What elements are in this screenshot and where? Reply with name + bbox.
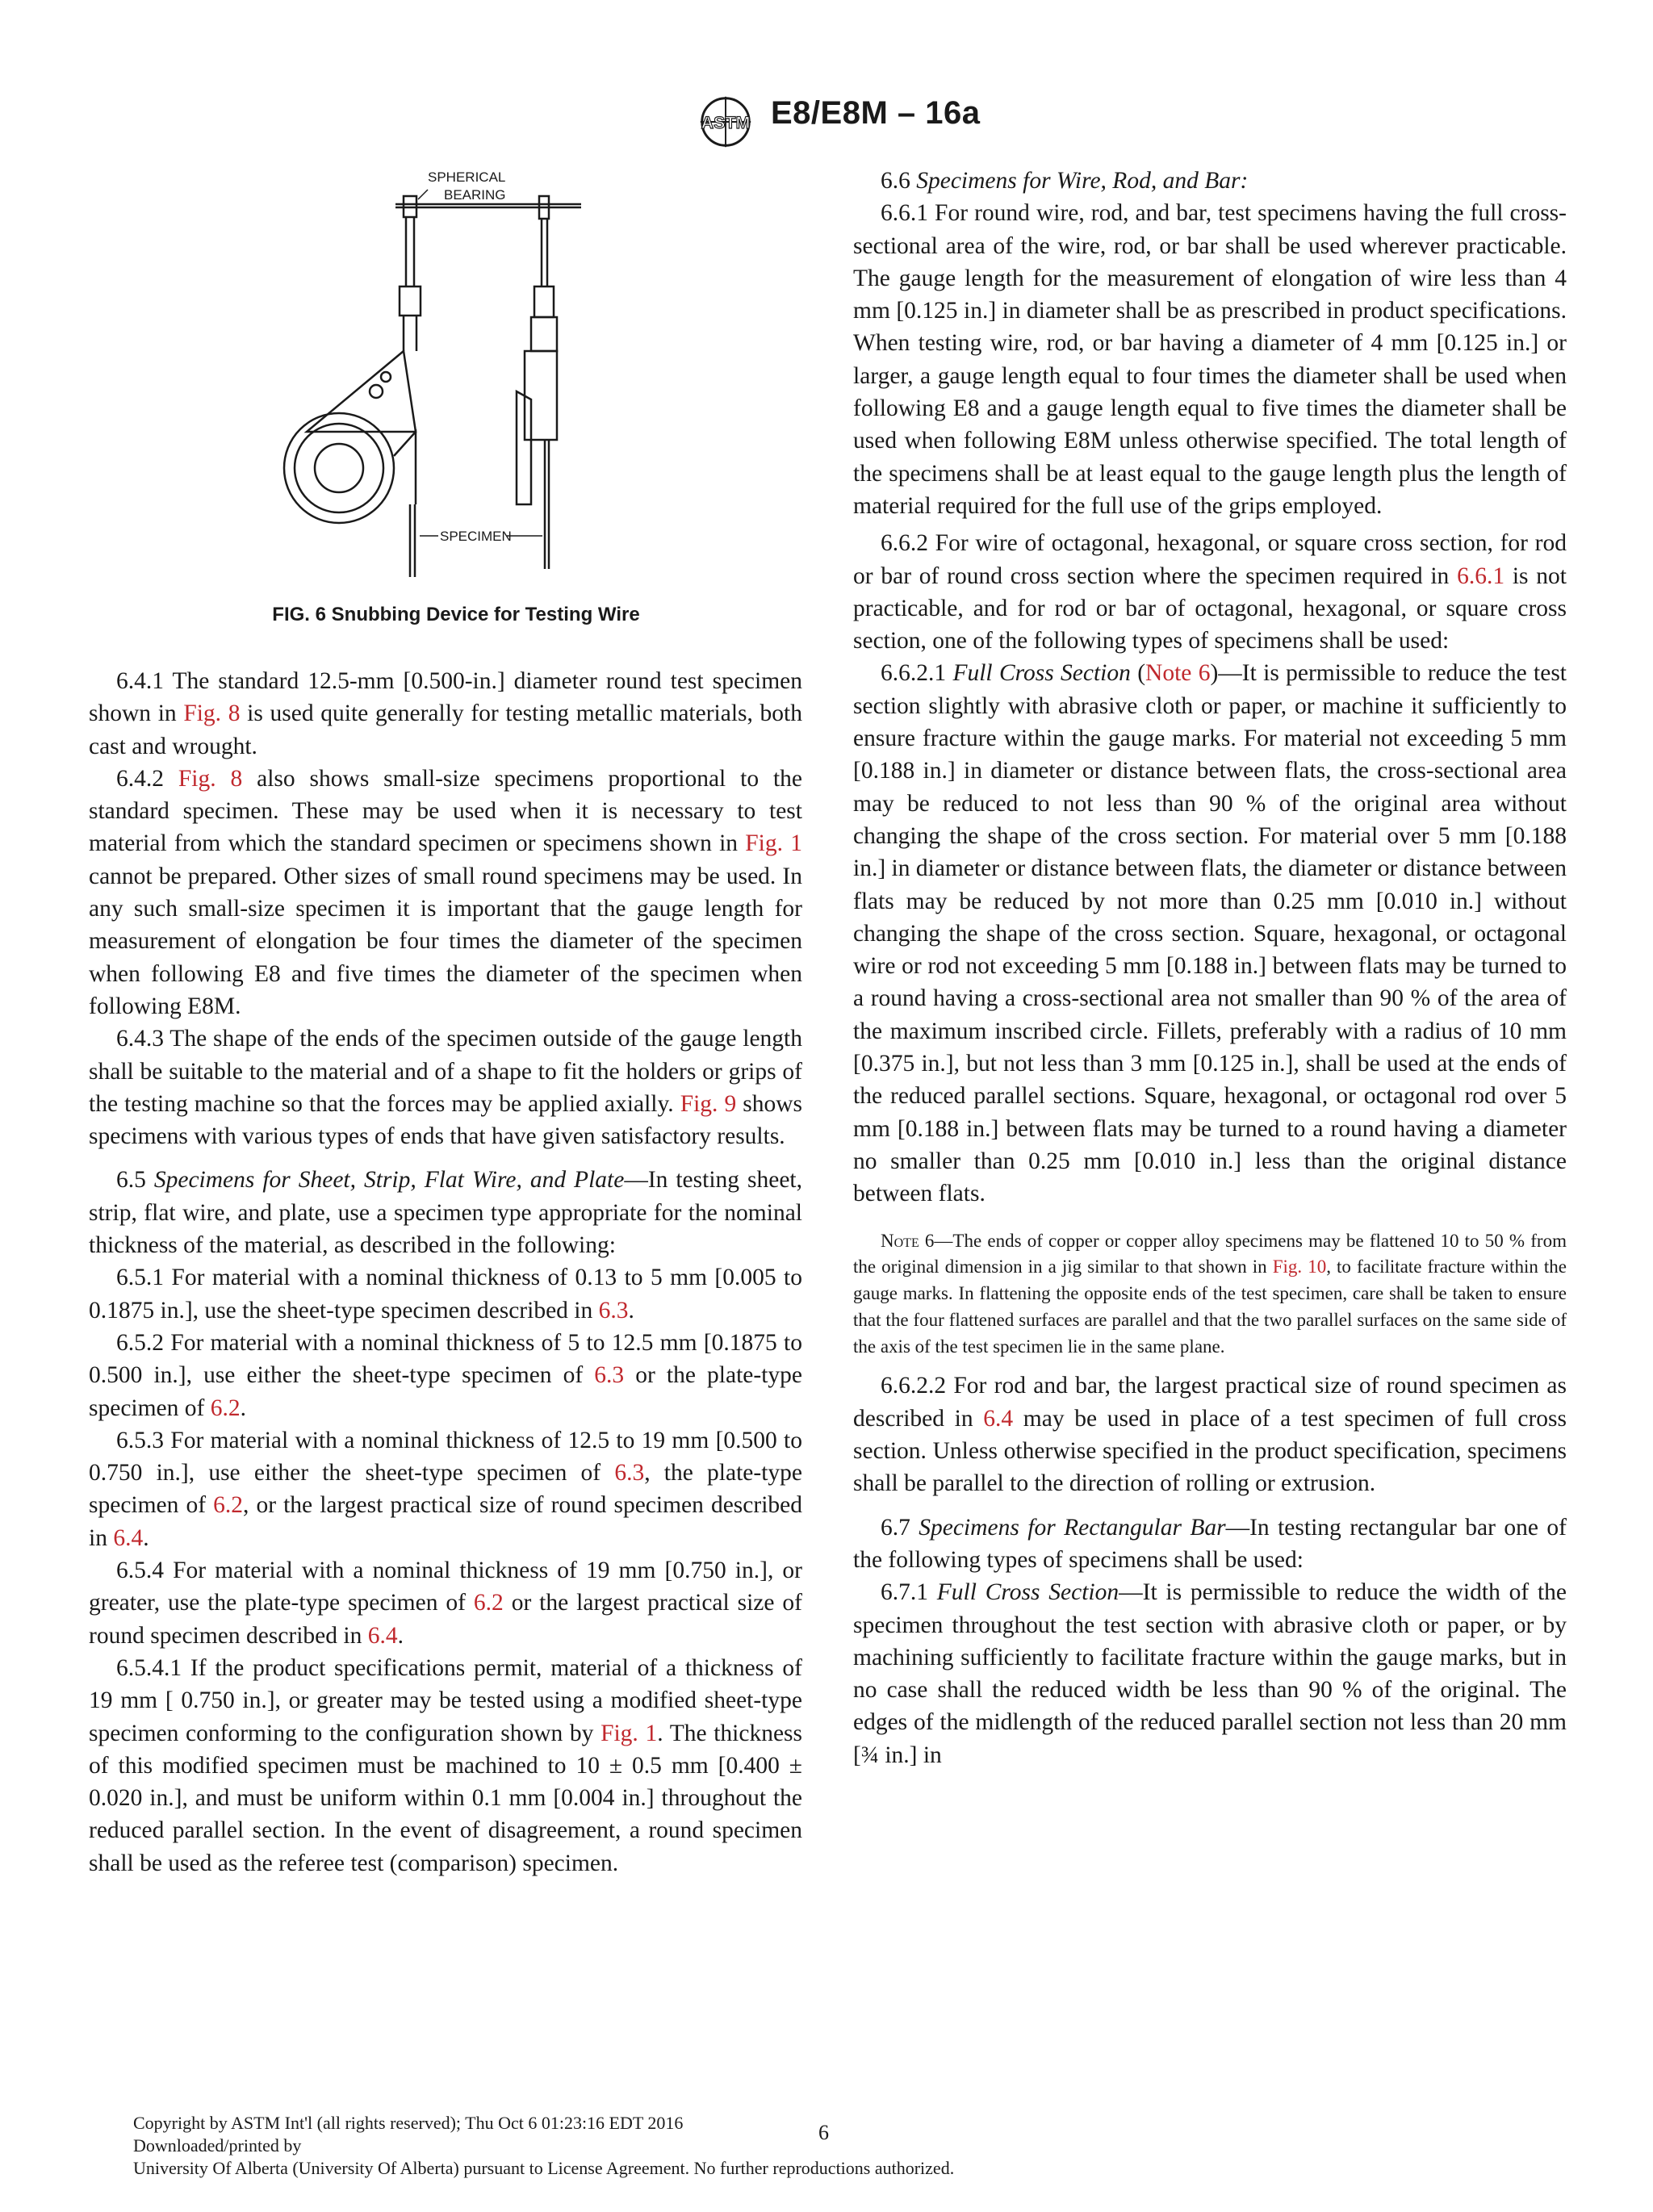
section-6-4-1: 6.4.1 The standard 12.5-mm [0.500-in.] diameter round test specimen shown in Fig. 8 is used quite generally for testing metallic materials, both cast and wrought.	[89, 668, 802, 759]
document-designation: E8/E8M – 16a	[771, 95, 981, 131]
label-specimen: SPECIMEN	[440, 529, 512, 544]
footer-line-1: Copyright by ASTM Int'l (all rights reserved); Thu Oct 6 01:23:16 EDT 2016	[133, 2113, 684, 2133]
section-6-7-1: 6.7.1 Full Cross Section—It is permissible to reduce the width of the specimen throughout the test section with abrasive cloth or paper, or by machining sufficiently to facilitate fracture within the gauge marks, but in no case shall the reduced width be less than 90 % of the original. The edges of the midlength of the reduced parallel section not less than 20 mm [¾ in.] in	[853, 1579, 1567, 1768]
page-number: 6	[818, 2121, 829, 2144]
fig-10-link[interactable]: Fig. 10	[1272, 1257, 1327, 1277]
section-6-6-1: 6.6.1 For round wire, rod, and bar, test specimens having the full cross-sectional area of the wire, rod, or bar shall be used wherever practicable. The gauge length for the measurement of elongation of wire less than 4 mm [0.125 in.] in diameter shall be as prescribed in product specifications. When testing wire, rod, or bar having a diameter of 4 mm [0.125 in.] or larger, a gauge length equal to four times the diameter shall be used when following E8 and a gauge length equal to five times the diameter shall be used when following E8M unless otherwise specified. The total length of the specimens shall be at least equal to the gauge length plus the length of material required for the full use of the grips employed.	[853, 200, 1567, 519]
footer-line-2: Downloaded/printed by	[133, 2135, 302, 2156]
ref-6-2-link[interactable]: 6.2	[213, 1492, 243, 1519]
section-6-5-2: 6.5.2 For material with a nominal thickness of 5 to 12.5 mm [0.1875 to 0.500 in.], use either the sheet-type specimen of 6.3 or the plate-type specimen of 6.2.	[89, 1329, 802, 1421]
ref-6-3-link[interactable]: 6.3	[598, 1297, 629, 1323]
ref-6-6-1-link[interactable]: 6.6.1	[1457, 562, 1505, 589]
section-6-5-3: 6.5.3 For material with a nominal thickness of 12.5 to 19 mm [0.500 to 0.750 in.], use either the sheet-type specimen of 6.3, the plate-type specimen of 6.2, or the largest practical size of round specimen described in 6.4.	[89, 1427, 802, 1551]
section-6-6: 6.6 Specimens for Wire, Rod, and Bar:	[881, 168, 1249, 194]
note-6-link[interactable]: Note 6	[1145, 660, 1211, 687]
left-column	[89, 665, 802, 1880]
ref-6-3-link[interactable]: 6.3	[614, 1460, 645, 1487]
fig-8-link[interactable]: Fig. 8	[183, 700, 241, 727]
label-bearing: BEARING	[444, 187, 506, 203]
section-6-6-2: 6.6.2 For wire of octagonal, hexagonal, or square cross section, for rod or bar of round cross section where the specimen required in 6.6.1 is not practicable, and for rod or bar of octagonal, hexagonal, or square cross section, one of the following types of specimens shall be used:	[853, 530, 1567, 654]
ref-6-4-link[interactable]: 6.4	[113, 1524, 144, 1551]
snubbing-device-figure	[274, 165, 597, 601]
ref-6-3-link[interactable]: 6.3	[594, 1362, 625, 1389]
section-6-7: 6.7 Specimens for Rectangular Bar—In testing rectangular bar one of the following types of specimens shall be used:	[853, 1514, 1567, 1573]
section-6-5-1: 6.5.1 For material with a nominal thickness of 0.13 to 5 mm [0.005 to 0.1875 in.], use the sheet-type specimen described in 6.3.	[89, 1265, 802, 1323]
ref-6-4-link[interactable]: 6.4	[367, 1622, 398, 1649]
fig-8-link[interactable]: Fig. 8	[178, 765, 243, 792]
label-spherical: SPHERICAL	[428, 169, 506, 185]
ref-6-4-link[interactable]: 6.4	[983, 1405, 1014, 1432]
right-column	[853, 165, 1567, 1771]
footer-line-3: University Of Alberta (University Of Alberta) pursuant to License Agreement. No further reproductions authorized.	[133, 2158, 955, 2178]
section-6-4-3: 6.4.3 The shape of the ends of the specimen outside of the gauge length shall be suitable to the material and of a shape to fit the holders or grips of the testing machine so that the forces may be applied axially. Fig. 9 shows specimens with various types of ends that have given satisfactory results.	[89, 1026, 803, 1150]
note-6: Note 6—The ends of copper or copper alloy specimens may be flattened 10 to 50 % from the original dimension in a jig similar to that shown in Fig. 10, to facilitate fracture within the gauge marks. In flattening the opposite ends of the test specimen, care shall be taken to ensure that the four flattened surfaces are parallel and that the two parallel surfaces on the same side of the axis of the test specimen lie in the same plane.	[853, 1230, 1567, 1357]
fig-9-link[interactable]: Fig. 9	[680, 1090, 737, 1117]
section-6-6-2-2: 6.6.2.2 For rod and bar, the largest practical size of round specimen as described in 6.4 may be used in place of a test specimen of full cross section. Unless otherwise specified in the product specification, specimens shall be parallel to the direction of rolling or extrusion.	[853, 1373, 1567, 1497]
svg-text:ASTM: ASTM	[701, 112, 751, 132]
section-6-5-4: 6.5.4 For material with a nominal thickness of 19 mm [0.750 in.], or greater, use the plate-type specimen of 6.2 or the largest practical size of round specimen described in 6.4.	[89, 1558, 802, 1649]
section-6-5: 6.5 Specimens for Sheet, Strip, Flat Wire, and Plate—In testing sheet, strip, flat wire, and plate, use a specimen type appropriate for the nominal thickness of the material, as described in the following:	[89, 1167, 802, 1259]
fig-1-link[interactable]: Fig. 1	[601, 1720, 658, 1746]
page-header	[0, 87, 1653, 160]
section-6-5-4-1: 6.5.4.1 If the product specifications permit, material of a thickness of 19 mm [ 0.750 in.], or greater may be tested using a modified sheet-type specimen conforming to the configuration shown by Fig. 1. The thickness of this modified specimen must be machined to 10 ± 0.5 mm [0.400 ± 0.020 in.], and must be uniform within 0.1 mm [0.004 in.] throughout the reduced parallel section. In the event of disagreement, a round specimen shall be used as the referee test (comparison) specimen.	[89, 1654, 803, 1876]
ref-6-2-link[interactable]: 6.2	[210, 1395, 241, 1421]
astm-logo	[694, 90, 757, 153]
section-6-6-2-1: 6.6.2.1 Full Cross Section (Note 6)—It is permissible to reduce the test section slightly with abrasive cloth or paper, or machine it sufficiently to ensure fracture within the gauge marks. For material not exceeding 5 mm [0.188 in.] in diameter or distance between flats, the cross-sectional area may be reduced to not less than 90 % of the original area without changing the shape of the cross section. For material over 5 mm [0.188 in.] in diameter or distance between flats, the diameter or distance between flats may be reduced by not more than 0.25 mm [0.010 in.] without changing the shape of the cross section. Square, hexagonal, or octagonal wire or rod not exceeding 5 mm [0.188 in.] between flats may be turned to a round having a cross-sectional area not smaller than 90 % of the area of the maximum inscribed circle. Fillets, preferably with a radius of 10 mm [0.375 in.], but not less than 3 mm [0.125 in.], shall be used at the ends of the reduced parallel sections. Square, hexagonal, or octagonal rod over 5 mm [0.188 in.] between flats may be turned to a round having a diameter no smaller than 0.25 mm [0.010 in.] less than the original distance between flats.	[853, 660, 1567, 1207]
copyright-footer	[133, 2112, 1344, 2180]
fig-1-link[interactable]: Fig. 1	[745, 830, 802, 857]
ref-6-2-link[interactable]: 6.2	[473, 1590, 504, 1616]
section-6-4-2: 6.4.2 Fig. 8 also shows small-size specimens proportional to the standard specimen. These may be used when it is necessary to test material from which the standard specimen or specimens shown in Fig. 1 cannot be prepared. Other sizes of small round specimens may be used. In any such small-size specimen it is important that the gauge length for measurement of elongation be four times the diameter of the specimen when following E8 and five times the diameter of the specimen when following E8M.	[89, 765, 802, 1019]
figure-caption: FIG. 6 Snubbing Device for Testing Wire	[272, 604, 640, 625]
